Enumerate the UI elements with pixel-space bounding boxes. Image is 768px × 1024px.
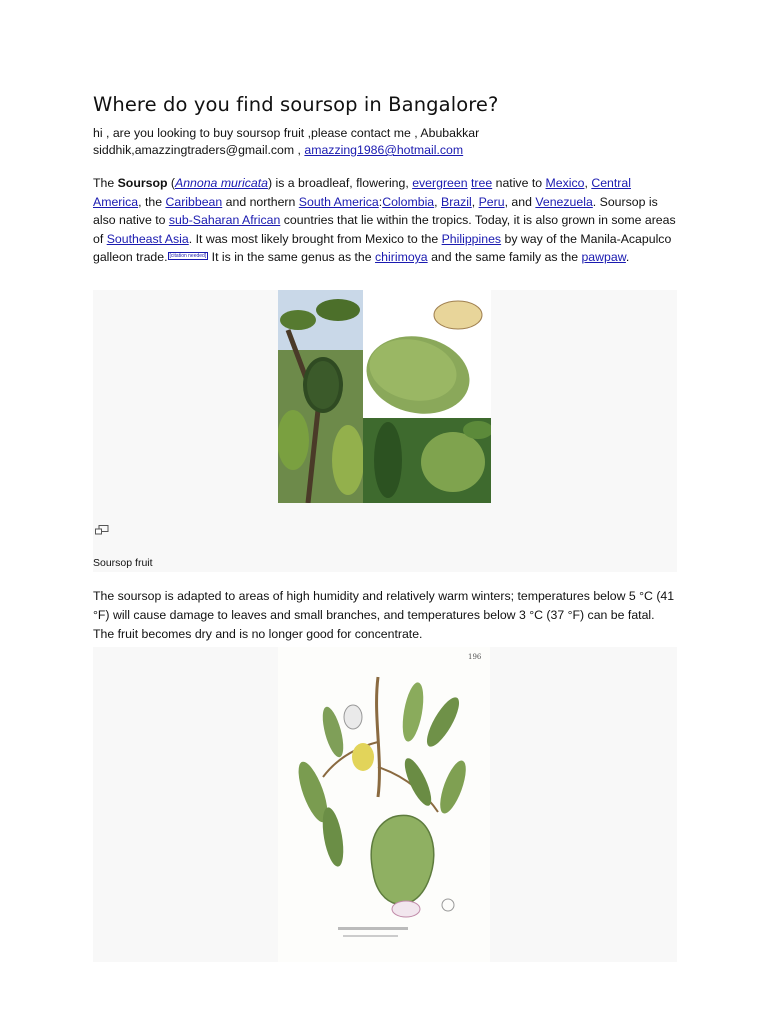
enlarge-icon[interactable] (95, 525, 109, 535)
link-brazil[interactable]: Brazil (441, 194, 472, 209)
bold-term: Soursop (117, 176, 168, 190)
text: . Soursop is also native to (93, 194, 658, 228)
link-colombia[interactable]: Colombia (382, 194, 435, 209)
link-evergreen[interactable]: evergreen (412, 176, 468, 190)
text: : (378, 194, 383, 209)
climate-paragraph: The soursop is adapted to areas of high humidity and relatively warm winters; temperatures below 5 °C (41 °F) will cause damage to leaves and small branches, and temperatures below 3 °C (37 °F) can be fatal. The fruit becomes dry and is no longer good for concentrate. (93, 589, 675, 641)
soursop-photo-collage[interactable] (278, 290, 491, 503)
text: ) is a broadleaf, flowering, (267, 176, 413, 190)
text: native to (492, 176, 546, 190)
link-philippines[interactable]: Philippines (441, 231, 502, 246)
contact-paragraph (93, 125, 677, 159)
citation-needed-link[interactable]: [citation needed] (169, 253, 207, 260)
email-link[interactable]: amazzing1986@hotmail.com (304, 143, 464, 157)
link-central-america[interactable]: Central America (93, 176, 631, 209)
contact-text: hi , are you looking to buy soursop fruit ,please contact me , Abubakkar siddhik,amazzingtraders@gmail.com , (93, 126, 480, 157)
page-title: Where do you find soursop in Bangalore? (93, 93, 499, 116)
botanical-illustration[interactable] (278, 647, 490, 962)
text: by way of the Manila-Acapulco galleon trade. (93, 231, 672, 265)
text: , (584, 176, 592, 190)
link-chirimoya[interactable]: chirimoya (375, 250, 428, 265)
link-sub-saharan-african[interactable]: sub-Saharan African (168, 213, 281, 228)
intro-paragraph (93, 174, 677, 267)
text: countries that lie within the tropics. Today, it is also grown in some areas of (93, 213, 676, 246)
text: ( (167, 176, 175, 190)
text: . It was most likely brought from Mexico to the (188, 231, 442, 246)
link-south-america[interactable]: South America (298, 194, 379, 209)
text: , (471, 194, 479, 209)
plate-number: 196 (468, 653, 482, 661)
latin-name-link[interactable]: Annona muricata (175, 176, 268, 190)
link-caribbean[interactable]: Caribbean (165, 194, 223, 209)
botanical-figure (93, 647, 677, 962)
link-pawpaw[interactable]: pawpaw (581, 250, 626, 265)
link-tree[interactable]: tree (470, 176, 493, 190)
text: and northern (222, 194, 299, 209)
text: and the same family as the (427, 250, 582, 265)
soursop-figure (93, 290, 677, 572)
text: , the (138, 194, 166, 209)
text: The (93, 176, 118, 190)
text: . (625, 250, 630, 265)
text: , (434, 194, 441, 209)
figure-caption: Soursop fruit (93, 557, 153, 569)
text: It is in the same genus as the (208, 250, 376, 265)
link-venezuela[interactable]: Venezuela (535, 194, 593, 209)
link-southeast-asia[interactable]: Southeast Asia (106, 231, 189, 246)
text: , and (504, 194, 536, 209)
link-mexico[interactable]: Mexico (545, 176, 585, 190)
link-peru[interactable]: Peru (478, 194, 505, 209)
